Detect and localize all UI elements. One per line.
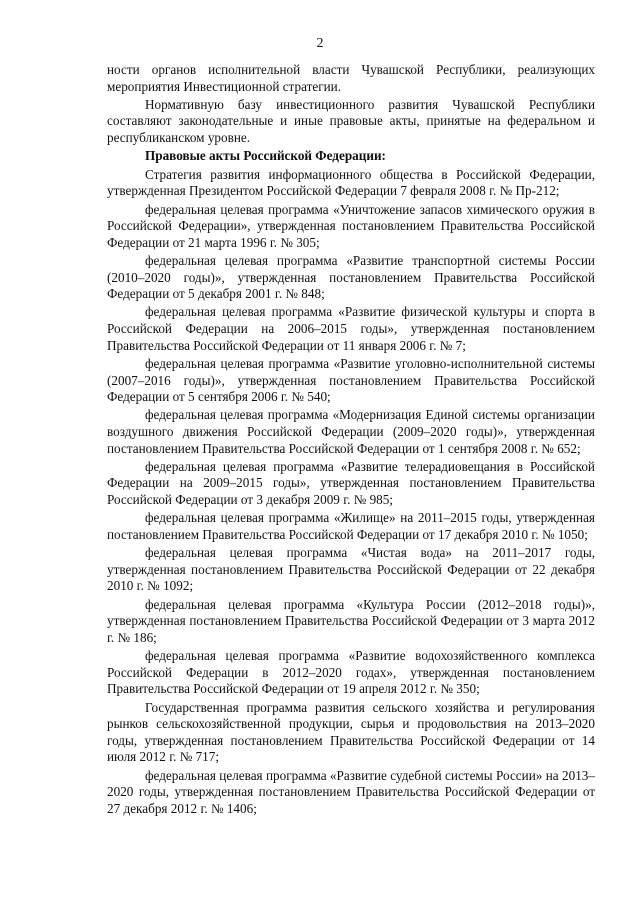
list-item: федеральная целевая программа «Жилище» на 2011–2015 годы, утвержденная постановлением Правительства Российской Федерации от 17 декабря 2010 г. № 1050; [107, 510, 595, 542]
list-item: федеральная целевая программа «Развитие физической культуры и спорта в Российской Федерации на 2006–2015 годы», утвержденная постановлением Правительства Российской Федерации от 11 января 2006 г. № 7; [107, 304, 595, 353]
list-item: федеральная целевая программа «Развитие судебной системы России» на 2013–2020 годы, утвержденная постановлением Правительства Российской Федерации от 27 декабря 2012 г. № 1406; [107, 767, 595, 816]
list-item: федеральная целевая программа «Культура России (2012–2018 годы)», утвержденная постановлением Правительства Российской Федерации от 3 марта 2012 г. № 186; [107, 596, 595, 645]
list-item: федеральная целевая программа «Чистая вода» на 2011–2017 годы, утвержденная постановлением Правительства Российской Федерации от 22 декабря 2010 г. № 1092; [107, 545, 595, 594]
list-item: федеральная целевая программа «Развитие водохозяйственного комплекса Российской Федерации в 2012–2020 годах», утвержденная постановлением Правительства Российской Федерации от 19 апреля 2012 г. № 350; [107, 648, 595, 697]
list-item: Государственная программа развития сельского хозяйства и регулирования рынков сельскохозяйственной продукции, сырья и продовольствия на 2013–2020 годы, утвержденная постановлением Правительства Российской Федерации от 14 июля 2012 г. № 717; [107, 699, 595, 765]
list-item: Стратегия развития информационного общества в Российской Федерации, утвержденная Президентом Российской Федерации 7 февраля 2008 г. № Пр-212; [107, 166, 595, 199]
page-number: 2 [316, 36, 324, 51]
list-item: федеральная целевая программа «Модернизация Единой системы организации воздушного движения Российской Федерации (2009–2020 годы)», утвержденная постановлением Правительства Российской Федерации от 1 сентября 2008 г. № 652; [107, 407, 595, 456]
paragraph-normative-base: Нормативную базу инвестиционного развития Чувашской Республики составляют законодательные и иные правовые акты, принятые на федеральном и республиканском уровне. [107, 96, 595, 146]
section-heading-legal-acts: Правовые акты Российской Федерации: [145, 148, 386, 164]
list-item: федеральная целевая программа «Развитие телерадиовещания в Российской Федерации на 2009–2015 годы», утвержденная постановлением Правительства Российской Федерации от 3 декабря 2009 г. № 985; [107, 458, 595, 508]
list-item: федеральная целевая программа «Уничтожение запасов химического оружия в Российской Федерации», утвержденная постановлением Правительства Российской Федерации от 21 марта 1996 г. № 305; [107, 201, 595, 250]
list-item: федеральная целевая программа «Развитие транспортной системы России (2010–2020 годы)», утвержденная постановлением Правительства Российской Федерации от 5 декабря 2001 г. № 848; [107, 252, 595, 302]
paragraph-continuation: ности органов исполнительной власти Чувашской Республики, реализующих мероприятия Инвестиционной стратегии. [107, 62, 595, 94]
document-body [107, 62, 595, 819]
list-item: федеральная целевая программа «Развитие уголовно-исполнительной системы (2007–2016 годы)», утвержденная постановлением Правительства Российской Федерации от 5 сентября 2006 г. № 540; [107, 355, 595, 405]
